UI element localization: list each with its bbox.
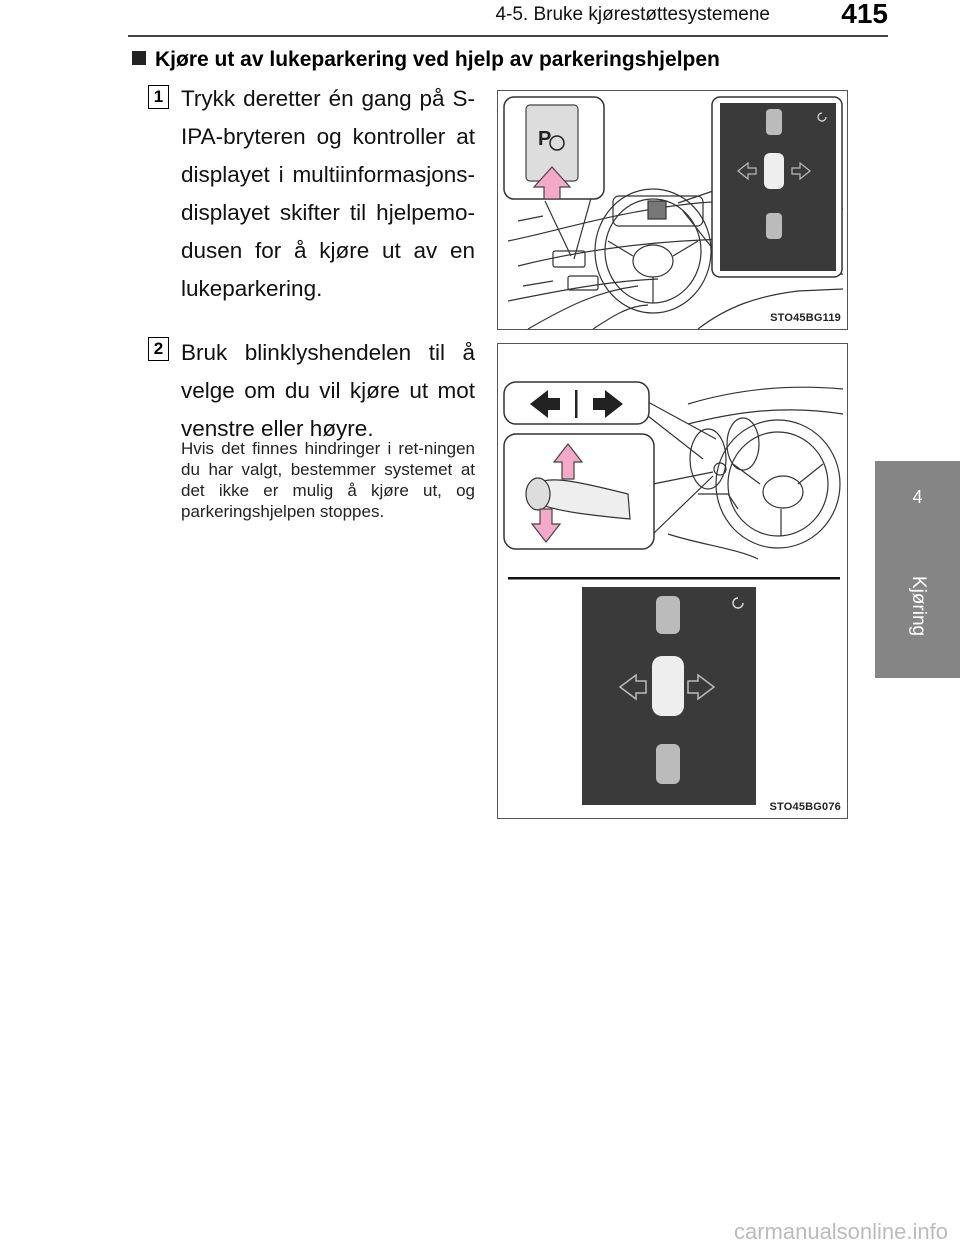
car-icon-front-large (656, 596, 680, 634)
divider-line (575, 390, 578, 418)
figure-code: STO45BG076 (769, 801, 841, 813)
chapter-tab-label[interactable] (875, 533, 960, 678)
page-header (0, 0, 960, 36)
section-heading-text: Kjøre ut av lukeparkering ved hjelp av parkeringshjelpen (155, 48, 720, 71)
step-2-text: Bruk blinklyshendelen til å velge om du vil kjøre ut mot venstre eller høyre. (181, 340, 475, 441)
section-title: 4-5. Bruke kjørestøttesystemene (495, 4, 770, 25)
car-icon-rear (766, 213, 782, 239)
switch-label: P (538, 128, 552, 150)
step-1-text: Trykk deretter én gang på S-IPA-bryteren og kontroller at displayet i multiinformasjons-displayet skifter til hjelpemo-dusen for å kjøre ut av en lukeparkering. (181, 86, 475, 301)
step-2-note: Hvis det finnes hindringer i ret-ningen du har valgt, bestemmer systemet at det ikke er mulig å kjøre ut, og parkeringshjelpen stoppes. (181, 439, 475, 521)
chapter-number: 4 (912, 486, 923, 507)
bullet-square-icon (132, 51, 146, 65)
dashboard-illustration (498, 91, 847, 329)
chapter-label: Kjøring (907, 575, 929, 636)
header-divider (128, 35, 888, 37)
section-heading (132, 48, 720, 72)
car-icon-front (766, 109, 782, 135)
lever-illustration (498, 344, 847, 818)
figure-switch-dashboard (497, 90, 848, 330)
car-icon-own-large (652, 656, 684, 716)
step-1-badge: 1 (148, 85, 169, 109)
figure-turn-signal-lever (497, 343, 848, 819)
step-2-badge: 2 (148, 337, 169, 361)
page-number: 415 (841, 0, 888, 29)
figure-separator (508, 577, 840, 580)
footer-watermark[interactable]: carmanualsonline.info (733, 1219, 948, 1244)
chapter-tab[interactable] (875, 461, 960, 533)
car-icon-own (764, 153, 784, 189)
figure-code: STO45BG119 (770, 312, 841, 324)
car-icon-rear-large (656, 744, 680, 784)
